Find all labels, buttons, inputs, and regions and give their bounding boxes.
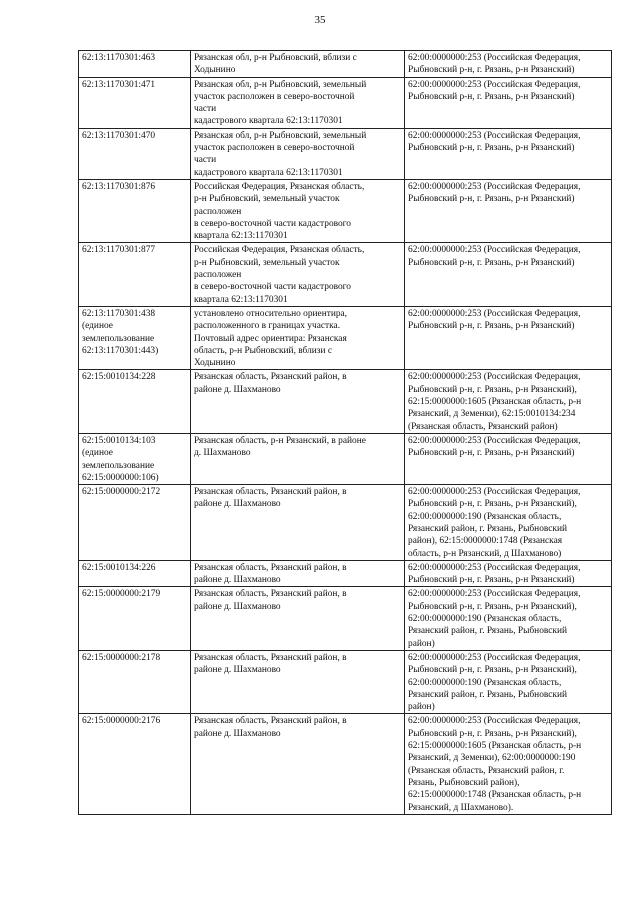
cadastral-number-cell-text: 62:13:1170301:463 bbox=[82, 53, 156, 63]
cadastral-number-cell bbox=[79, 306, 191, 369]
cadastral-number-cell-text: 62:15:0000000:2179 bbox=[82, 589, 161, 600]
parent-parcel-cell bbox=[405, 587, 612, 650]
address-cell bbox=[191, 128, 405, 179]
address-cell bbox=[191, 714, 405, 814]
cadastral-number-cell-text: 62:15:0010134:103 (единое землепользование 62:15:0000000:106) bbox=[82, 435, 159, 483]
address-cell bbox=[191, 485, 405, 561]
cadastral-number-cell-text: 62:13:1170301:471 bbox=[82, 79, 156, 90]
cadastral-number-cell bbox=[79, 179, 191, 242]
address-cell-text: Рязанская область, Рязанский район, в районе д. Шахманово bbox=[194, 562, 347, 586]
table-row bbox=[79, 306, 612, 369]
table-row bbox=[79, 77, 612, 128]
address-cell-text: Рязанская область, Рязанский район, в районе д. Шахманово bbox=[194, 372, 347, 395]
parent-parcel-cell bbox=[405, 370, 612, 433]
parent-parcel-cell-text: 62:00:0000000:253 (Российская Федерация, Рыбновский р-н, г. Рязань, р-н Рязанский) bbox=[408, 130, 581, 154]
parent-parcel-cell-text: 62:00:0000000:253 (Российская Федерация, Рыбновский р-н, г. Рязань, р-н Рязанский) bbox=[408, 562, 581, 586]
cadastral-number-cell bbox=[79, 650, 191, 713]
cadastral-number-cell bbox=[79, 433, 191, 484]
address-cell-text: Рязанская обл, р-н Рыбновский, земельный участок расположен в северо-восточной части кадастрового квартала 62:13:1170301 bbox=[194, 79, 367, 127]
cadastral-number-cell-text: 62:13:1170301:470 bbox=[82, 130, 156, 141]
page-number: 35 bbox=[314, 14, 326, 26]
table-row bbox=[79, 650, 612, 713]
parent-parcel-cell-text: 62:00:0000000:253 (Российская Федерация, Рыбновский р-н, г. Рязань, р-н Рязанский), 62:00:0000000:190 (Рязанская область, Рязанский район, г. Рязань, Рыбновский район), 62:15:0000000:1748 (Рязанская область, р-н Рязанский, д Шахманово) bbox=[408, 487, 581, 559]
parcel-table bbox=[78, 50, 612, 815]
parent-parcel-cell bbox=[405, 306, 612, 369]
parent-parcel-cell-text: 62:00:0000000:253 (Российская Федерация, Рыбновский р-н, г. Рязань, р-н Рязанский), 62:00:0000000:190 (Рязанская область, Рязанский район, г. Рязань, Рыбновский район) bbox=[408, 652, 581, 713]
cadastral-number-cell-text: 62:15:0000000:2176 bbox=[82, 716, 161, 727]
parent-parcel-cell bbox=[405, 51, 612, 78]
address-cell bbox=[191, 306, 405, 369]
cadastral-number-cell-text: 62:15:0010134:228 bbox=[82, 372, 156, 383]
table-row bbox=[79, 179, 612, 242]
parent-parcel-cell-text: 62:00:0000000:253 (Российская Федерация, Рыбновский р-н, г. Рязань, р-н Рязанский) bbox=[408, 181, 581, 205]
parent-parcel-cell-text: 62:00:0000000:253 (Российская Федерация, Рыбновский р-н, г. Рязань, р-н Рязанский) bbox=[408, 308, 581, 332]
address-cell bbox=[191, 650, 405, 713]
cadastral-number-cell bbox=[79, 51, 191, 78]
table-row bbox=[79, 485, 612, 561]
address-cell-text: Рязанская область, р-н Рязанский, в районе д. Шахманово bbox=[194, 435, 366, 459]
address-cell-text: Рязанская обл, р-н Рыбновский, земельный участок расположен в северо-восточной части кадастрового квартала 62:13:1170301 bbox=[194, 130, 367, 178]
table-row bbox=[79, 128, 612, 179]
cadastral-number-cell bbox=[79, 370, 191, 433]
table-row bbox=[79, 243, 612, 306]
cadastral-number-cell bbox=[79, 243, 191, 306]
address-cell bbox=[191, 179, 405, 242]
parent-parcel-cell-text: 62:00:0000000:253 (Российская Федерация, Рыбновский р-н, г. Рязань, р-н Рязанский), 62:15:0000000:1605 (Рязанская область, р-н Рязанский, д Земенки), 62:00:0000000:190 (Рязанская область, Рязанский район, г. Рязань, Рыбновский район), 62:15:0000000:1748 (Рязанская область, р-н Рязанский, д Шахманово). bbox=[408, 716, 582, 813]
address-cell-text: Российская Федерация, Рязанская область, р-н Рыбновский, земельный участок расположен в северо-восточной части кадастрового квартала 62:13:1170301 bbox=[194, 245, 365, 305]
parent-parcel-cell-text: 62:00:0000000:253 (Российская Федерация, Рыбновский р-н, г. Рязань, р-н Рязанский) bbox=[408, 79, 581, 102]
cadastral-number-cell bbox=[79, 560, 191, 587]
cadastral-number-cell-text: 62:15:0000000:2172 bbox=[82, 487, 161, 498]
address-cell bbox=[191, 243, 405, 306]
parent-parcel-cell-text: 62:00:0000000:253 (Российская Федерация, Рыбновский р-н, г. Рязань, р-н Рязанский) bbox=[408, 435, 581, 459]
address-cell bbox=[191, 560, 405, 587]
address-cell-text: Рязанская область, Рязанский район, в районе д. Шахманово bbox=[194, 589, 347, 612]
cadastral-number-cell bbox=[79, 128, 191, 179]
parent-parcel-cell bbox=[405, 485, 612, 561]
address-cell bbox=[191, 77, 405, 128]
parent-parcel-cell bbox=[405, 560, 612, 587]
address-cell bbox=[191, 370, 405, 433]
parent-parcel-cell bbox=[405, 243, 612, 306]
address-cell-text: Рязанская область, Рязанский район, в районе д. Шахманово bbox=[194, 652, 347, 676]
parent-parcel-cell bbox=[405, 128, 612, 179]
address-cell bbox=[191, 587, 405, 650]
table-row bbox=[79, 560, 612, 587]
parent-parcel-cell bbox=[405, 179, 612, 242]
address-cell bbox=[191, 51, 405, 78]
address-cell-text: Рязанская область, Рязанский район, в районе д. Шахманово bbox=[194, 487, 347, 510]
address-cell-text: Рязанская обл, р-н Рыбновский, вблизи с Ходынино bbox=[194, 53, 357, 76]
table-row bbox=[79, 587, 612, 650]
parent-parcel-cell-text: 62:00:0000000:253 (Российская Федерация, Рыбновский р-н, г. Рязань, р-н Рязанский), 62:15:0000000:1605 (Рязанская область, р-н Рязанский, д Земенки), 62:15:0010134:234 (Рязанская область, Рязанский район) bbox=[408, 372, 582, 432]
address-cell-text: Российская Федерация, Рязанская область, р-н Рыбновский, земельный участок расположен в северо-восточной части кадастрового квартала 62:13:1170301 bbox=[194, 181, 365, 242]
parent-parcel-cell-text: 62:00:0000000:253 (Российская Федерация, Рыбновский р-н, г. Рязань, р-н Рязанский) bbox=[408, 245, 581, 268]
cadastral-number-cell-text: 62:15:0000000:2178 bbox=[82, 652, 161, 663]
parent-parcel-cell-text: 62:00:0000000:253 (Российская Федерация, Рыбновский р-н, г. Рязань, р-н Рязанский), 62:00:0000000:190 (Рязанская область, Рязанский район, г. Рязань, Рыбновский район) bbox=[408, 589, 581, 649]
address-cell bbox=[191, 433, 405, 484]
table-row bbox=[79, 433, 612, 484]
table-row bbox=[79, 51, 612, 78]
table-row bbox=[79, 714, 612, 814]
parcel-table-body bbox=[79, 51, 612, 815]
parent-parcel-cell bbox=[405, 714, 612, 814]
cadastral-number-cell bbox=[79, 714, 191, 814]
cadastral-number-cell bbox=[79, 77, 191, 128]
cadastral-number-cell-text: 62:13:1170301:876 bbox=[82, 181, 156, 192]
cadastral-number-cell bbox=[79, 587, 191, 650]
address-cell-text: установлено относительно ориентира, расположенного в границах участка. Почтовый адрес ориентира: Рязанская область, р-н Рыбновский, вблизи с Ходынино bbox=[194, 308, 348, 369]
parent-parcel-cell bbox=[405, 433, 612, 484]
parent-parcel-cell-text: 62:00:0000000:253 (Российская Федерация, Рыбновский р-н, г. Рязань, р-н Рязанский) bbox=[408, 53, 581, 76]
cadastral-number-cell-text: 62:13:1170301:438 (единое землепользование 62:13:1170301:443) bbox=[82, 308, 159, 356]
parent-parcel-cell bbox=[405, 77, 612, 128]
table-row bbox=[79, 370, 612, 433]
parent-parcel-cell bbox=[405, 650, 612, 713]
cadastral-number-cell-text: 62:13:1170301:877 bbox=[82, 245, 156, 256]
address-cell-text: Рязанская область, Рязанский район, в районе д. Шахманово bbox=[194, 716, 347, 739]
cadastral-number-cell-text: 62:15:0010134:226 bbox=[82, 562, 156, 573]
cadastral-number-cell bbox=[79, 485, 191, 561]
